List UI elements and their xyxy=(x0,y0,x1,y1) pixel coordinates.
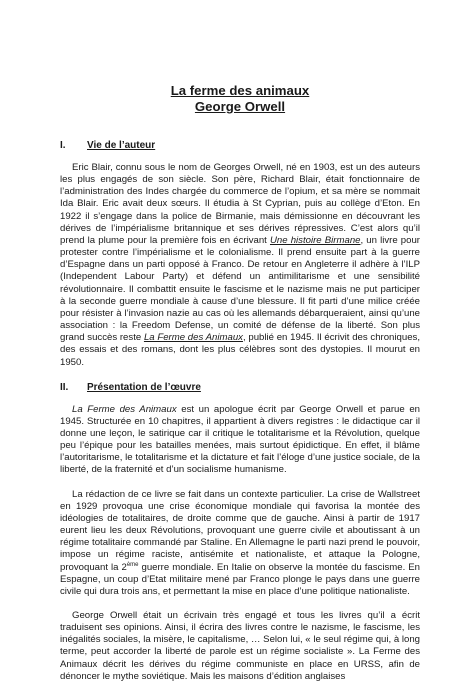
section-title: Présentation de l’œuvre xyxy=(87,381,201,393)
section-heading-vie-auteur xyxy=(60,139,420,152)
book-title-italic: La Ferme des Animaux xyxy=(72,403,177,415)
title-line-2: George Orwell xyxy=(194,99,286,114)
section-number: I. xyxy=(60,140,66,151)
paragraph-engagement: George Orwell était un écrivain très engagé et tous les livres qu’il a écrit traduisent ses opinions. Ainsi, il écrira des livres contre le nazisme, le fascisme, les inégalités sociales, la misère, le capitalisme, … Selon lui, « le seul régime qui, à long terme, peut accorder la liberté de parole est un régime socialiste ». La Ferme des Animaux décrit les dérives du régime communiste en place en URSS, afin de dénoncer le mythe soviétique. Mais les maisons d’édition anglaises xyxy=(60,610,420,682)
superscript-eme: ème xyxy=(126,561,139,568)
section-number: II. xyxy=(60,381,69,393)
paragraph-context: La rédaction de ce livre se fait dans un contexte particulier. La crise de Wallstreet en 1929 provoqua une crise économique mondiale qui favorisa la montée des idéologies de totalitaires, de droite comme que de gauche. Ainsi à partir de 1917 eurent lieu les deux Révolutions, provoquant une guerre civile et aboutissant à un régime totalitaire commandé par Staline. En Allemagne le parti nazi prend le pouvoir, impose un régime raciste, antisémite et nationaliste, et attaque la Pologne, provoquant la 2ème guerre mondiale. En Italie on observe la montée du fascisme. En Espagne, un coup d’Etat militaire mené par Franco plonge le pays dans une guerre civile qui dura trois ans, et permettant la mise en place d’une politique nationaliste. xyxy=(60,488,420,597)
paragraph-presentation: La Ferme des Animaux est un apologue écrit par George Orwell et parue en 1945. Structurée en 10 chapitres, il appartient à divers registres : le didactique car il donne une leçon, le satirique car il critique le totalitarisme et la Révolution, quelque peu l’épique pour les batailles menées, mais surtout épidictique. En effet, il blâme l’autoritarisme, le totalitarisme et la dictature et fait l’éloge d’une justice sociale, de la liberté, de la fraternité et d’un socialisme humanisme. xyxy=(60,403,420,476)
book-title-la-ferme-des-animaux: La Ferme des Animaux xyxy=(143,332,243,344)
paragraph-biography: Eric Blair, connu sous le nom de Georges Orwell, né en 1903, est un des auteurs les plus engagés de son siècle. Son père, Richard Blair, était fonctionnaire de l’administration des Indes chargée du commerce de l’opium, et sa mère se nommait Ida Blair. Eric avait deux sœurs. Il étudia à St Cyprian, puis au collège d’Eton. En 1922 il s’engage dans la police de Birmanie, mais démissionne en découvrant les dérives de l’impérialisme britannique et ses dérives répressives. C’est alors qu’il prend la plume pour la première fois en écrivant Une histoire Birmane, un livre pour protester contre l’impérialisme et le colonialisme. Il prend ensuite part à la guerre d’Espagne dans un parti opposé à Franco. De retour en Angleterre il adhère à l’ILP (Independent Labour Party) et défend un antimilitarisme et une sensibilité révolutionnaire. Il combattit ensuite le fascisme et le nazisme mais ne put participer à la seconde guerre mondiale à cause d’une blessure. Il fit parti d’une milice créée pour résister à l’invasion nazie au cas où les allemands débarqueraient, ainsi qu’une association : la Freedom Defense, un comité de défense de la liberté. Son plus grand succès reste La Ferme des Animaux, publié en 1945. Il écrivit des chroniques, des essais et des romans, dont les plus célèbres sont des dystopies. Il mourut en 1950. xyxy=(60,162,421,368)
title-line-1: La ferme des animaux xyxy=(170,83,310,98)
document-title xyxy=(60,83,420,115)
section-title: Vie de l’auteur xyxy=(87,140,156,151)
book-title-une-histoire-birmane: Une histoire Birmane xyxy=(269,234,361,246)
section-heading-presentation-oeuvre xyxy=(60,381,420,394)
